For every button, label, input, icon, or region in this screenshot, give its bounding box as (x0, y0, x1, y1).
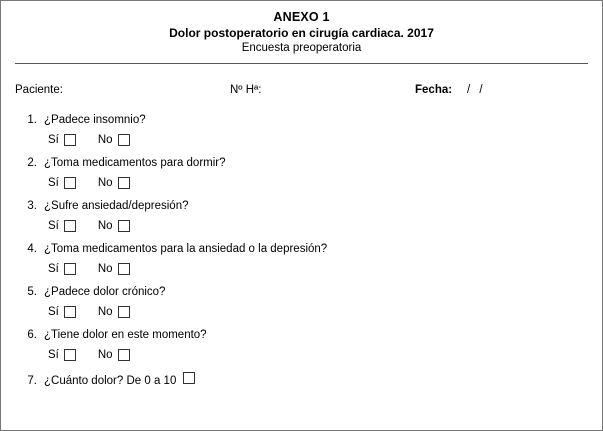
form-subtitle: Dolor postoperatorio en cirugía cardiaca. 2017 (169, 25, 434, 40)
question-line (15, 196, 588, 215)
answer-no-checkbox[interactable] (118, 306, 130, 318)
pain-score-input[interactable] (183, 372, 195, 384)
question-block (15, 325, 588, 366)
answer-yes-label: Sí (48, 348, 59, 361)
answer-yes[interactable] (48, 177, 76, 189)
answer-yes-checkbox[interactable] (64, 349, 76, 361)
answer-yes[interactable] (48, 263, 76, 275)
answer-yes-checkbox[interactable] (64, 220, 76, 232)
question-line (15, 325, 588, 344)
answer-yes-label: Sí (48, 219, 59, 232)
answer-yes[interactable] (48, 220, 76, 232)
questions-list (15, 110, 588, 390)
answer-yes-label: Sí (48, 262, 59, 275)
question-number: 6. (27, 328, 37, 341)
answer-no-label: No (97, 219, 113, 232)
question-block (15, 196, 588, 237)
answer-no-label: No (97, 262, 113, 275)
form-content (1, 1, 602, 390)
answer-no-checkbox[interactable] (118, 220, 130, 232)
history-number-label: Nº Hª: (230, 83, 262, 96)
header-divider (15, 63, 588, 64)
identification-row (15, 78, 588, 108)
form-header (15, 9, 588, 57)
answer-options (15, 301, 588, 323)
question-line (15, 368, 588, 390)
answer-no[interactable] (98, 263, 130, 275)
answer-options (15, 258, 588, 280)
answer-yes-label: Sí (48, 133, 59, 146)
question-block (15, 239, 588, 280)
question-number: 5. (27, 285, 37, 298)
answer-options (15, 344, 588, 366)
answer-no[interactable] (98, 134, 130, 146)
question-text: ¿Toma medicamentos para dormir? (44, 156, 226, 169)
question-text: ¿Padece dolor crónico? (44, 285, 166, 298)
question-line (15, 282, 588, 301)
question-block (15, 282, 588, 323)
question-block (15, 153, 588, 194)
question-text: ¿Cuánto dolor? De 0 a 10 (44, 374, 177, 387)
answer-yes-checkbox[interactable] (64, 134, 76, 146)
form-section-title: Encuesta preoperatoria (241, 42, 362, 55)
answer-no[interactable] (98, 177, 130, 189)
answer-no-label: No (97, 305, 113, 318)
answer-yes-label: Sí (48, 176, 59, 189)
question-number: 3. (27, 199, 37, 212)
question-line (15, 153, 588, 172)
answer-no-checkbox[interactable] (118, 263, 130, 275)
answer-no[interactable] (98, 306, 130, 318)
date-label: Fecha: (415, 83, 453, 96)
question-line (15, 239, 588, 258)
answer-options (15, 215, 588, 237)
question-number: 1. (27, 113, 37, 126)
date-value: / / (467, 83, 486, 96)
answer-options (15, 129, 588, 151)
answer-options (15, 172, 588, 194)
answer-no-label: No (97, 133, 113, 146)
question-number: 4. (27, 242, 37, 255)
question-text: ¿Tiene dolor en este momento? (44, 328, 207, 341)
question-block (15, 110, 588, 151)
answer-no[interactable] (98, 349, 130, 361)
answer-no-label: No (97, 348, 113, 361)
question-text: ¿Toma medicamentos para la ansiedad o la depresión? (44, 242, 328, 255)
answer-yes[interactable] (48, 306, 76, 318)
answer-yes-checkbox[interactable] (64, 263, 76, 275)
answer-no[interactable] (98, 220, 130, 232)
answer-yes-label: Sí (48, 305, 59, 318)
form-title: ANEXO 1 (273, 10, 330, 24)
answer-no-checkbox[interactable] (118, 349, 130, 361)
question-number: 7. (27, 374, 37, 387)
answer-no-checkbox[interactable] (118, 177, 130, 189)
question-block (15, 368, 588, 390)
patient-label: Paciente: (15, 83, 63, 96)
question-text: ¿Padece insomnio? (44, 113, 146, 126)
answer-yes-checkbox[interactable] (64, 177, 76, 189)
answer-yes[interactable] (48, 134, 76, 146)
answer-yes[interactable] (48, 349, 76, 361)
question-line (15, 110, 588, 129)
answer-yes-checkbox[interactable] (64, 306, 76, 318)
answer-no-label: No (97, 176, 113, 189)
question-text: ¿Sufre ansiedad/depresión? (44, 199, 189, 212)
question-number: 2. (27, 156, 37, 169)
answer-no-checkbox[interactable] (118, 134, 130, 146)
